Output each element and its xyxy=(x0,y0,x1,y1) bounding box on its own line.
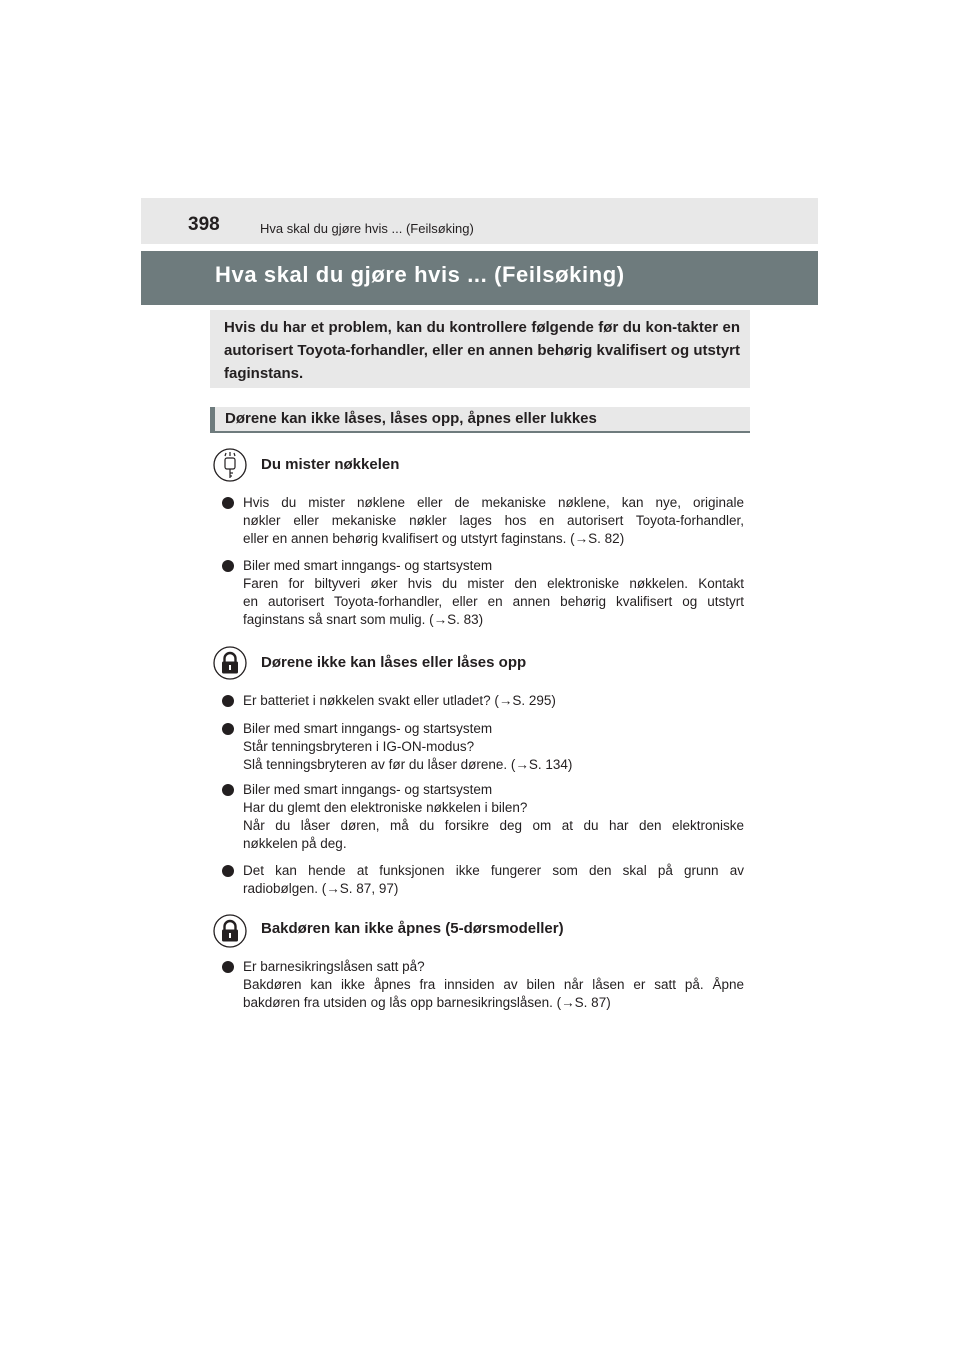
bullet-icon xyxy=(222,560,234,572)
text-line: bakdøren fra utsiden og lås opp barnesikringslåsen. (→S. 87) xyxy=(243,995,611,1010)
text-line: Når du låser døren, må du forsikre deg om at du har den elektroniske xyxy=(243,818,744,833)
text-line: Bakdøren kan ikke åpnes fra innsiden av bilen når låsen er satt på. Åpne xyxy=(243,977,744,992)
text-line: en autorisert Toyota-forhandler, eller en annen behørig kvalifisert og utstyrt xyxy=(243,594,744,609)
text-line: Biler med smart inngangs- og startsystem xyxy=(243,558,493,573)
text-line: nøkkelen på deg. xyxy=(243,836,347,851)
text-line: Står tenningsbryteren i IG-ON-modus? xyxy=(243,739,475,754)
page-title: Hva skal du gjøre hvis ... (Feilsøking) xyxy=(215,262,625,287)
list-item xyxy=(222,720,744,774)
list-item xyxy=(222,958,744,1012)
list-item xyxy=(222,692,744,710)
padlock-icon xyxy=(213,646,247,680)
list-item xyxy=(222,781,744,853)
list-item xyxy=(222,494,744,548)
bullet-icon xyxy=(222,695,234,707)
text-line: Slå tenningsbryteren av før du låser dørene. (→S. 134) xyxy=(243,757,573,772)
intro-box: Hvis du har et problem, kan du kontrollere følgende før du kon-takter en autorisert Toyota-forhandler, eller en annen behørig kvalifisert og utstyrt faginstans. xyxy=(210,310,750,388)
text-line: Faren for biltyveri øker hvis du mister den elektroniske nøkkelen. Kontakt xyxy=(243,576,744,591)
key-icon xyxy=(213,448,247,482)
bullet-icon xyxy=(222,497,234,509)
section-heading: Dørene kan ikke låses, låses opp, åpnes eller lukkes xyxy=(210,407,750,433)
subsection-title: Dørene ikke kan låses eller låses opp xyxy=(261,654,527,671)
bullet-icon xyxy=(222,865,234,877)
running-title: Hva skal du gjøre hvis ... (Feilsøking) xyxy=(260,221,474,236)
list-item xyxy=(222,862,744,898)
text-line: Biler med smart inngangs- og startsystem xyxy=(243,721,493,736)
subsection-title: Bakdøren kan ikke åpnes (5-dørsmodeller) xyxy=(261,920,564,937)
bullet-icon xyxy=(222,784,234,796)
list-item xyxy=(222,557,744,629)
text-line: Er batteriet i nøkkelen svakt eller utladet? (→S. 295) xyxy=(243,693,556,708)
text-line: Biler med smart inngangs- og startsystem xyxy=(243,782,493,797)
text-line: faginstans så snart som mulig. (→S. 83) xyxy=(243,612,484,627)
text-line: Har du glemt den elektroniske nøkkelen i bilen? xyxy=(243,800,528,815)
text-line: Er barnesikringslåsen satt på? xyxy=(243,959,425,974)
text-line: Det kan hende at funksjonen ikke fungerer som den skal på grunn av xyxy=(243,863,744,878)
subsection-title: Du mister nøkkelen xyxy=(261,456,400,473)
bullet-icon xyxy=(222,723,234,735)
text-line: nøkler eller mekaniske nøkler lages hos en autorisert Toyota-forhandler, xyxy=(243,513,744,528)
page-number: 398 xyxy=(188,214,220,235)
text-line: eller en annen behørig kvalifisert og utstyrt faginstans. (→S. 82) xyxy=(243,531,625,546)
text-line: radiobølgen. (→S. 87, 97) xyxy=(243,881,399,896)
padlock-icon xyxy=(213,914,247,948)
header-bar xyxy=(141,198,818,244)
bullet-icon xyxy=(222,961,234,973)
text-line: Hvis du mister nøklene eller de mekaniske nøklene, kan nye, originale xyxy=(243,495,744,510)
